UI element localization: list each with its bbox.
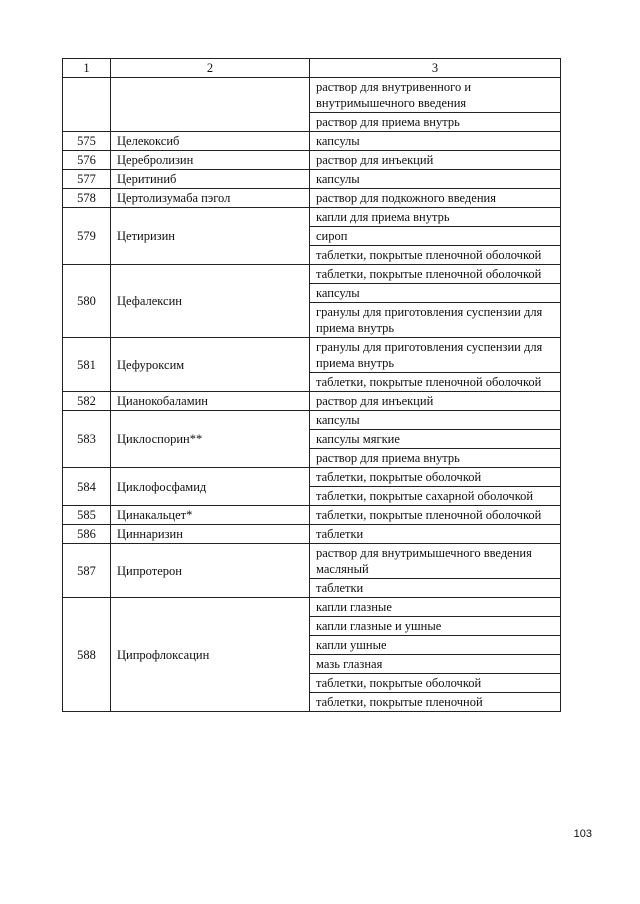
row-number-cell: 581 xyxy=(63,338,111,392)
drug-name-cell: Церебролизин xyxy=(111,151,310,170)
header-col-1: 1 xyxy=(63,59,111,78)
row-number-cell: 578 xyxy=(63,189,111,208)
dosage-form-cell: гранулы для приготовления суспензии для приема внутрь xyxy=(310,303,561,338)
dosage-form-cell: раствор для внутримышечного введения масляный xyxy=(310,544,561,579)
row-number-cell: 575 xyxy=(63,132,111,151)
table-row xyxy=(63,411,561,430)
dosage-form-cell: раствор для внутривенного и внутримышечного введения xyxy=(310,78,561,113)
table-row xyxy=(63,132,561,151)
row-number-cell: 576 xyxy=(63,151,111,170)
row-number-cell: 588 xyxy=(63,598,111,712)
dosage-form-cell: капли ушные xyxy=(310,636,561,655)
row-number-cell: 580 xyxy=(63,265,111,338)
dosage-form-cell: таблетки, покрытые оболочкой xyxy=(310,468,561,487)
drug-name-cell: Цинакальцет* xyxy=(111,506,310,525)
table-row xyxy=(63,170,561,189)
row-number-cell: 587 xyxy=(63,544,111,598)
continuation-name-cell xyxy=(111,78,310,132)
table-row xyxy=(63,468,561,487)
row-number-cell: 586 xyxy=(63,525,111,544)
header-col-2: 2 xyxy=(111,59,310,78)
drug-name-cell: Ципротерон xyxy=(111,544,310,598)
drug-name-cell: Цефуроксим xyxy=(111,338,310,392)
dosage-form-cell: таблетки, покрытые пленочной оболочкой xyxy=(310,246,561,265)
dosage-form-cell: таблетки xyxy=(310,579,561,598)
row-number-cell: 583 xyxy=(63,411,111,468)
drug-name-cell: Ципрофлоксацин xyxy=(111,598,310,712)
table-row xyxy=(63,338,561,373)
dosage-form-cell: таблетки, покрытые оболочкой xyxy=(310,674,561,693)
row-number-cell: 579 xyxy=(63,208,111,265)
dosage-form-cell: гранулы для приготовления суспензии для приема внутрь xyxy=(310,338,561,373)
dosage-form-cell: таблетки, покрытые пленочной xyxy=(310,693,561,712)
table-header xyxy=(63,59,561,78)
dosage-form-cell: таблетки, покрытые сахарной оболочкой xyxy=(310,487,561,506)
drug-name-cell: Цефалексин xyxy=(111,265,310,338)
dosage-form-cell: капсулы xyxy=(310,170,561,189)
row-number-cell: 577 xyxy=(63,170,111,189)
drug-name-cell: Целекоксиб xyxy=(111,132,310,151)
table-row xyxy=(63,189,561,208)
drug-name-cell: Цианокобаламин xyxy=(111,392,310,411)
table-row xyxy=(63,151,561,170)
dosage-form-cell: капсулы xyxy=(310,132,561,151)
dosage-form-cell: капсулы xyxy=(310,284,561,303)
row-number-cell: 582 xyxy=(63,392,111,411)
dosage-form-cell: раствор для приема внутрь xyxy=(310,113,561,132)
continuation-number-cell xyxy=(63,78,111,132)
dosage-form-cell: таблетки, покрытые пленочной оболочкой xyxy=(310,373,561,392)
dosage-form-cell: капли глазные и ушные xyxy=(310,617,561,636)
table-body xyxy=(63,78,561,712)
table-row xyxy=(63,598,561,617)
table-row xyxy=(63,265,561,284)
header-col-3: 3 xyxy=(310,59,561,78)
dosage-form-cell: таблетки, покрытые пленочной оболочкой xyxy=(310,265,561,284)
dosage-form-cell: капли для приема внутрь xyxy=(310,208,561,227)
dosage-form-cell: раствор для инъекций xyxy=(310,151,561,170)
dosage-form-cell: раствор для инъекций xyxy=(310,392,561,411)
drug-name-cell: Циклофосфамид xyxy=(111,468,310,506)
dosage-form-cell: сироп xyxy=(310,227,561,246)
table-row xyxy=(63,78,561,113)
drug-name-cell: Циклоспорин** xyxy=(111,411,310,468)
dosage-form-cell: капсулы мягкие xyxy=(310,430,561,449)
row-number-cell: 584 xyxy=(63,468,111,506)
table-row xyxy=(63,506,561,525)
drug-name-cell: Цертолизумаба пэгол xyxy=(111,189,310,208)
drug-name-cell: Церитиниб xyxy=(111,170,310,189)
row-number-cell: 585 xyxy=(63,506,111,525)
table-row xyxy=(63,208,561,227)
page-number: 103 xyxy=(573,828,592,840)
table-row xyxy=(63,392,561,411)
table-row xyxy=(63,525,561,544)
dosage-form-cell: раствор для подкожного введения xyxy=(310,189,561,208)
table-row xyxy=(63,544,561,579)
dosage-form-cell: мазь глазная xyxy=(310,655,561,674)
dosage-form-cell: капли глазные xyxy=(310,598,561,617)
dosage-form-cell: таблетки, покрытые пленочной оболочкой xyxy=(310,506,561,525)
dosage-form-cell: раствор для приема внутрь xyxy=(310,449,561,468)
header-row xyxy=(63,59,561,78)
drug-table xyxy=(62,58,561,712)
drug-name-cell: Циннаризин xyxy=(111,525,310,544)
drug-name-cell: Цетиризин xyxy=(111,208,310,265)
dosage-form-cell: капсулы xyxy=(310,411,561,430)
dosage-form-cell: таблетки xyxy=(310,525,561,544)
